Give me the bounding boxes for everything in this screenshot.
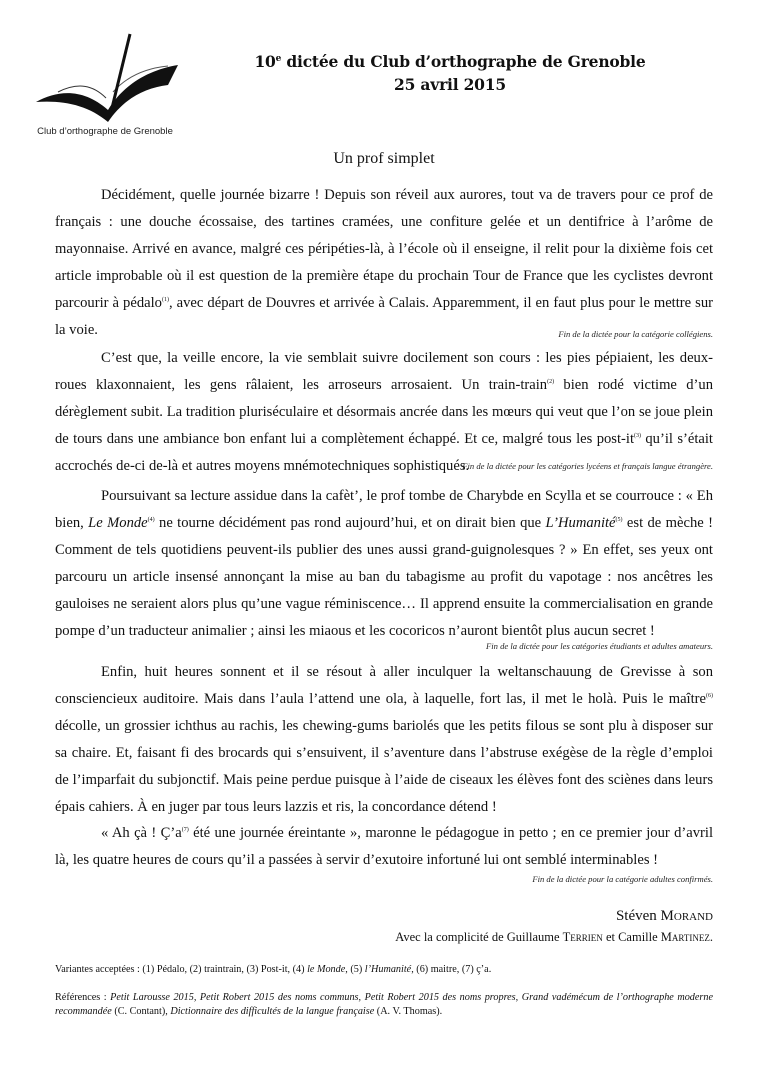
end-note: Fin de la dictée pour la catégorie collégiens. [558,329,713,339]
footnote-marker: (3) [634,432,641,439]
text-segment: est de mèche ! Comment de tels quotidiens peuvent-ils publier des unes aussi grand-guignolesques ? » En effet, ses yeux ont parcouru un article insensé annonçant la mise au ban du tabagisme au profit du vapotage : nos ancêtres les gauloises ne seraient alors plus qu’une vague réminiscence… Il apprend ensuite la commercialisation en grande pompe d’un traducteur animalier ; ainsi les miaous et les cocoricos n’auront bientôt plus aucun secret ! [55,514,713,639]
text-segment: « Ah çà ! Ç’a [101,825,182,841]
paragraph [55,182,713,343]
text-segment: qu’il s’était accrochés de-ci de-là et autres moyens mnémotechniques sophistiqués. [55,430,713,474]
text-segment: Enfin, huit heures sonnent et il se résout à aller inculquer la weltanschauung de Grevisse à son consciencieux auditoire. Mais dans l’aula l’attend une ola, à laquelle, fort las, il met le holà. Puis le maître [55,664,713,707]
paragraph [55,820,713,874]
footnote-marker: (4) [147,516,155,523]
paragraph [55,483,713,644]
text-segment: C’est que, la veille encore, la vie semblait suivre docilement son cours : les pies pépiaient, les deux-roues klaxonnaient, les gens râlaient, les arroseurs arrosaient. Un train-train [55,350,713,393]
footnote-marker: (1) [161,296,169,303]
footnote-marker: (2) [547,378,555,385]
text-segment: ne tourne décidément pas rond aujourd’hui, et on dirait bien que [154,514,546,531]
paragraph [55,659,713,820]
logo-caption: Club d’orthographe de Grenoble [37,126,173,137]
footnote-marker: (5) [615,516,623,523]
book-quill-logo-icon [28,30,182,126]
text-segment: bien rodé victime d’un dérèglement subit. La tradition pluriséculaire et désormais ancrée dans les mœurs qui veut que l’on se joue plein de tours dans une ambiance bon enfant lui a complètement échappé. Et ce, malgré tous les post-it [55,376,713,447]
text-segment: Décidément, quelle journée bizarre ! Depuis son réveil aux aurores, tout va de travers pour ce prof de français : une douche écossaise, des tartines cramées, une confiture gelée et un dentifrice à l’arôme de mayonnaise. Arrivé en avance, malgré ces péripéties-là, à l’école où il enseigne, il relit pour la dixième fois cet article improbable où il est question de la première étape du prochain Tour de France que les cyclistes devront parcourir à pédalo [55,187,713,311]
author-signature: Stéven Morand [615,908,713,924]
end-note: Fin de la dictée pour les catégories lycéens et français langue étrangère. [462,461,713,471]
text-segment: été une journée éreintante », maronne le pédagogue in petto ; en ce premier jour d’avril là, les quatre heures de cours qu’il a passées à servir d’exutoire infortuné lui ont semblé interminables ! [55,825,714,868]
references: Références : Petit Larousse 2015, Petit Robert 2015 des noms communs, Petit Robert 2015 des noms propres, Grand vadémécum de l’orthographe moderne recommandée (C. Contant), Dictionnaire des difficultés de la langue française (A. V. Thomas). [55,992,713,1017]
club-logo [28,30,182,142]
footnote-marker: (7) [181,827,189,833]
italic-title: Le Monde [88,514,148,531]
paragraph [55,345,713,480]
footnote-marker: (6) [706,692,713,699]
italic-title: L’Humanité [545,514,616,531]
header-date: 25 avril 2015 [394,75,506,94]
accepted-variants: Variantes acceptées : (1) Pédalo, (2) traintrain, (3) Post-it, (4) le Monde, (5) l’Humanité, (6) maitre, (7) ç’a. [55,964,492,975]
text-segment: Poursuivant sa lecture assidue dans la cafèt’, le prof tombe de Charybde en Scylla et se courrouce : « Eh bien, [55,488,713,531]
text-segment: , avec départ de Douvres et arrivée à Calais. Apparemment, il en faut plus pour le mettre sur la voie. [55,294,714,338]
end-note: Fin de la dictée pour la catégorie adultes confirmés. [532,874,713,884]
collaborators: Avec la complicité de Guillaume Terrien et Camille Martinez. [395,930,713,944]
document-title: Un prof simplet [333,150,435,167]
text-segment: décolle, un grossier ichthus au rachis, les chewing-gums bariolés que les petits filous se sont plu à disposer sur sa chaire. Et, faisant fi des brocards qui s’ensuivent, il s’aventure dans l’abstruse exégèse de la règle d’emploi de l’imparfait du subjonctif. Mais peine perdue puisque à l’aide de ciseaux les élèves font des sciènes dans leurs épais cahiers. À en juger par tous leurs lazzis et ris, la concordance détend ! [55,717,713,815]
header-title: 10e dictée du Club d’orthographe de Grenoble [254,52,646,71]
end-note: Fin de la dictée pour les catégories étudiants et adultes amateurs. [486,641,713,651]
